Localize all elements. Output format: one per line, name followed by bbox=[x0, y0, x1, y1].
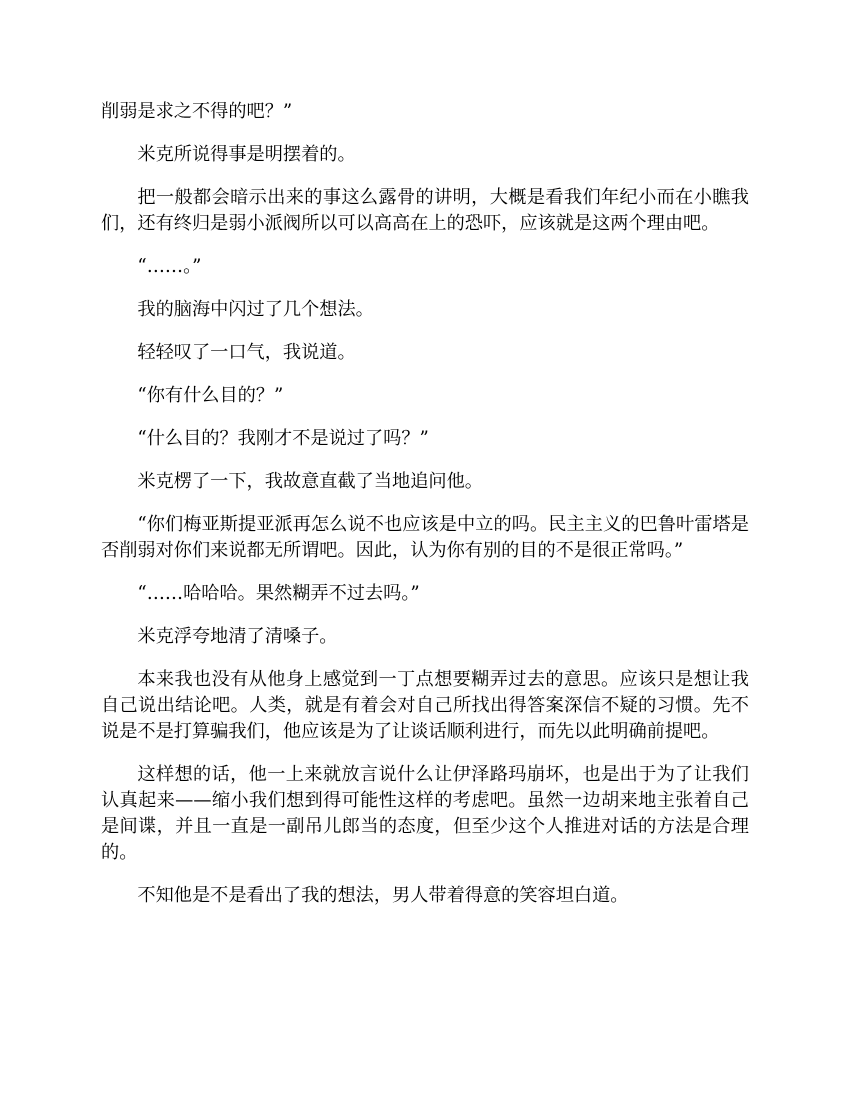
paragraph: “你们梅亚斯提亚派再怎么说不也应该是中立的吗。民主主义的巴鲁叶雷塔是否削弱对你们来说都无所谓吧。因此，认为你有别的目的不是很正常吗。” bbox=[101, 514, 749, 561]
paragraph: 不知他是不是看出了我的想法，男人带着得意的笑容坦白道。 bbox=[137, 885, 629, 906]
paragraph: 米克楞了一下，我故意直截了当地追问他。 bbox=[137, 471, 483, 492]
paragraph: “……。” bbox=[137, 256, 202, 277]
paragraph-continued: 削弱是求之不得的吧？” bbox=[101, 101, 293, 122]
paragraph: 我的脑海中闪过了几个想法。 bbox=[137, 299, 374, 320]
paragraph: “你有什么目的？” bbox=[137, 385, 284, 406]
paragraph: “什么目的？我刚才不是说过了吗？” bbox=[137, 428, 429, 449]
paragraph: 米克所说得事是明摆着的。 bbox=[137, 144, 356, 165]
paragraph: 把一般都会暗示出来的事这么露骨的讲明，大概是看我们年纪小而在小瞧我们，还有终归是弱小派阀所以可以高高在上的恐吓，应该就是这两个理由吧。 bbox=[101, 187, 749, 234]
document-page bbox=[101, 99, 749, 926]
paragraph: 这样想的话，他一上来就放言说什么让伊泽路玛崩坏，也是出于为了让我们认真起来——缩小我们想到得可能性这样的考虑吧。虽然一边胡来地主张着自己是间谍，并且一直是一副吊儿郎当的态度，但至少这个人推进对话的方法是合理的。 bbox=[101, 764, 749, 863]
paragraph: 轻轻叹了一口气，我说道。 bbox=[137, 342, 356, 363]
paragraph: 本来我也没有从他身上感觉到一丁点想要糊弄过去的意思。应该只是想让我自己说出结论吧。人类，就是有着会对自己所找出得答案深信不疑的习惯。先不说是不是打算骗我们，他应该是为了让谈话顺利进行，而先以此明确前提吧。 bbox=[101, 669, 749, 742]
paragraph: 米克浮夸地清了清嗓子。 bbox=[137, 626, 338, 647]
paragraph: “……哈哈哈。果然糊弄不过去吗。” bbox=[137, 583, 420, 604]
